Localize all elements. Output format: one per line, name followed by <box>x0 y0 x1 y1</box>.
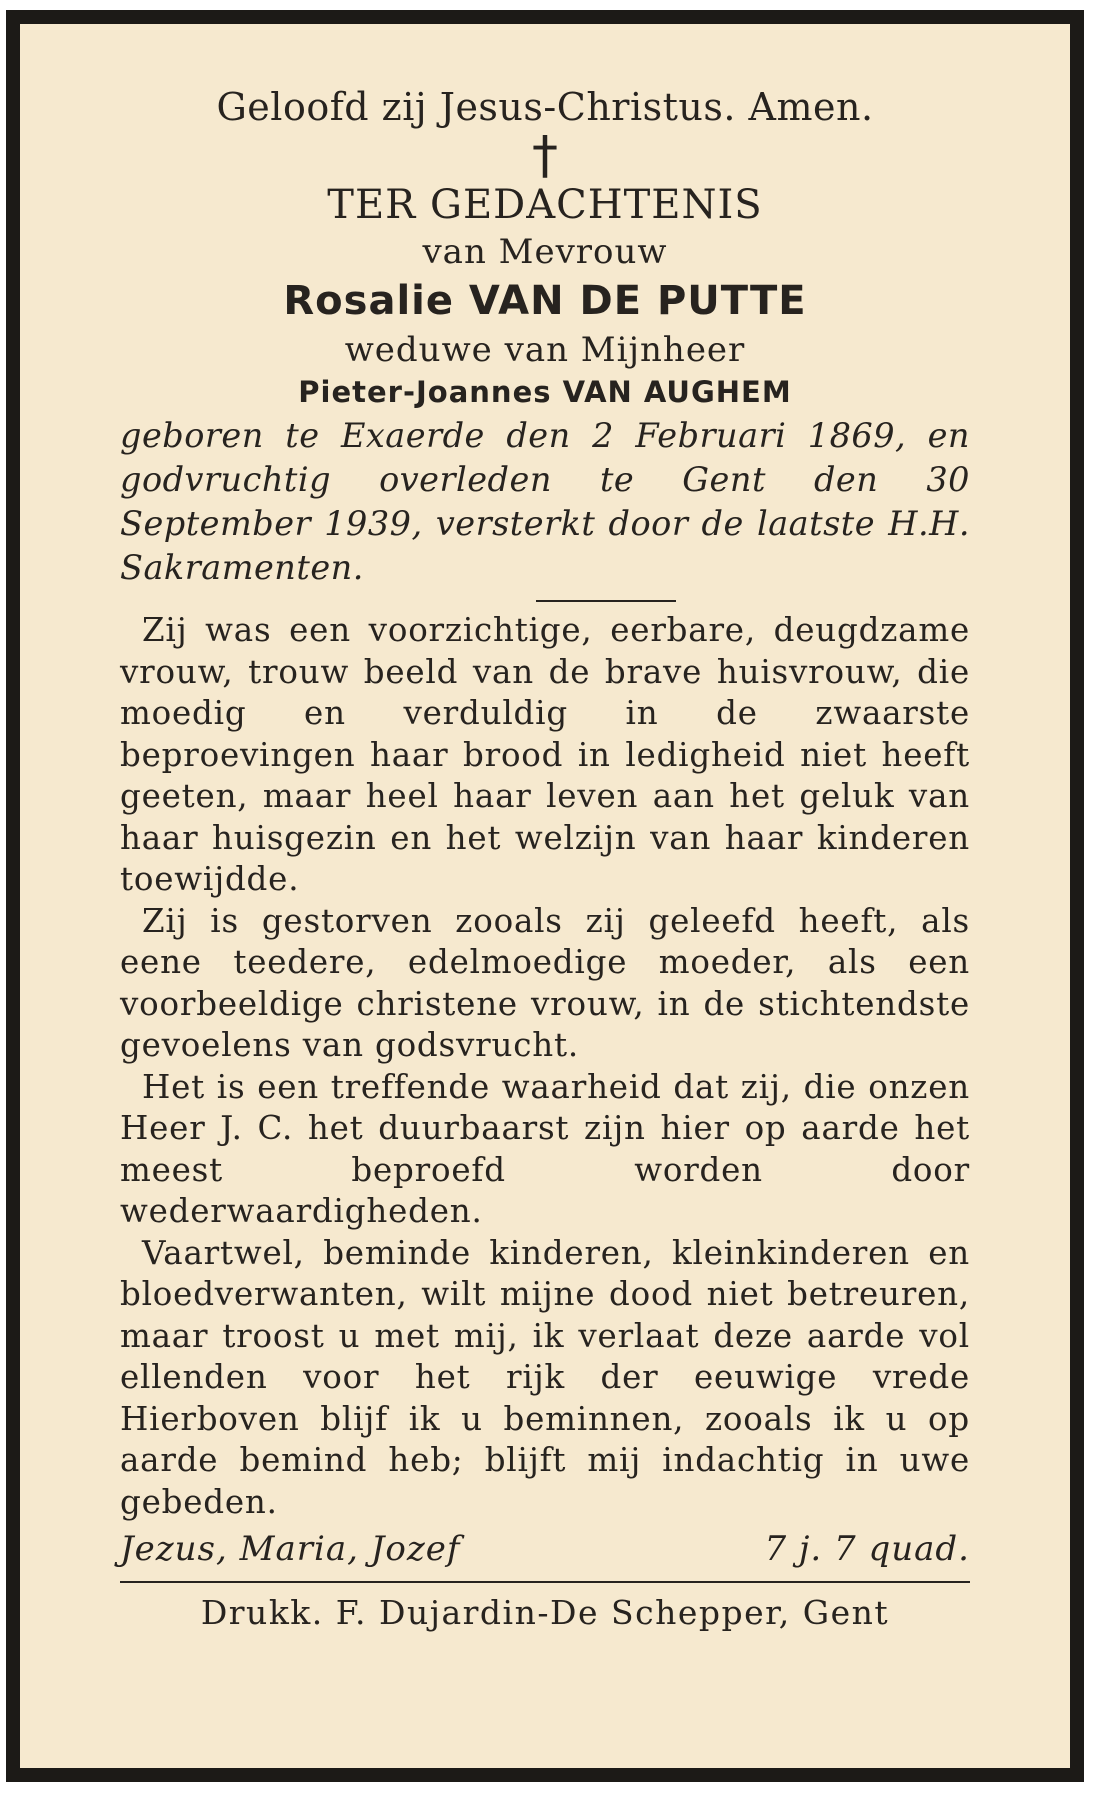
heading: TER GEDACHTENIS <box>327 182 763 228</box>
paragraph-virtues: Zij was een voorzichtige, eerbare, deugdzame vrouw, trouw beeld van de brave huisvrouw, die moedig en verduldig in de zwaarste beproevingen haar brood in ledigheid niet heeft geeten, maar heel haar leven aan het geluk van haar huisgezin en het welzijn van haar kinderen toewijdde. <box>120 611 970 898</box>
paragraph-death: Zij is gestorven zooals zij geleefd heeft, als eene teedere, edelmoedige moeder, als een voorbeeldige christene vrouw, in de stichtendste gevoelens van godsvrucht. <box>120 901 970 1064</box>
deceased-name: Rosalie VAN DE PUTTE <box>283 278 807 324</box>
birth-death-details: geboren te Exaerde den 2 Februari 1869, en godvruchtig overleden te Gent den 30 September 1939, versterkt door de laatste H.H. Sakramenten. <box>120 416 970 587</box>
cross-icon: † <box>532 126 558 186</box>
card-content <box>120 62 970 1728</box>
printer-credit: Drukk. F. Dujardin-De Schepper, Gent <box>200 1593 890 1632</box>
widow-of-label: weduwe van Mijnheer <box>344 330 746 370</box>
paragraph-farewell: Vaartwel, beminde kinderen, kleinkinderen en bloedverwanten, wilt mijne dood niet betreuren, maar troost u met mij, ik verlaat deze aarde vol ellenden voor het rijk der eeuwige vrede Hierboven blijf ik u beminnen, zooals ik u op aarde bemind heb; blijft mij indachtig in uwe gebeden. <box>120 1233 970 1521</box>
invocation-text: Geloofd zij Jesus-Christus. Amen. <box>216 85 874 129</box>
indulgence-note: 7 j. 7 quad. <box>764 1529 970 1569</box>
van-mevrouw: van Mevrouw <box>422 232 668 272</box>
closing-line <box>120 1527 970 1571</box>
closing-prayer: Jezus, Maria, Jozef <box>120 1529 461 1569</box>
husband-name: Pieter-Joannes VAN AUGHEM <box>298 375 792 409</box>
printer-divider <box>120 1581 970 1583</box>
paragraph-truth: Het is een treffende waarheid dat zij, die onzen Heer J. C. het duurbaarst zijn hier op aarde het meest beproefd worden door wederwaardigheden. <box>120 1067 970 1230</box>
memorial-card <box>6 10 1084 1782</box>
divider <box>536 600 676 602</box>
